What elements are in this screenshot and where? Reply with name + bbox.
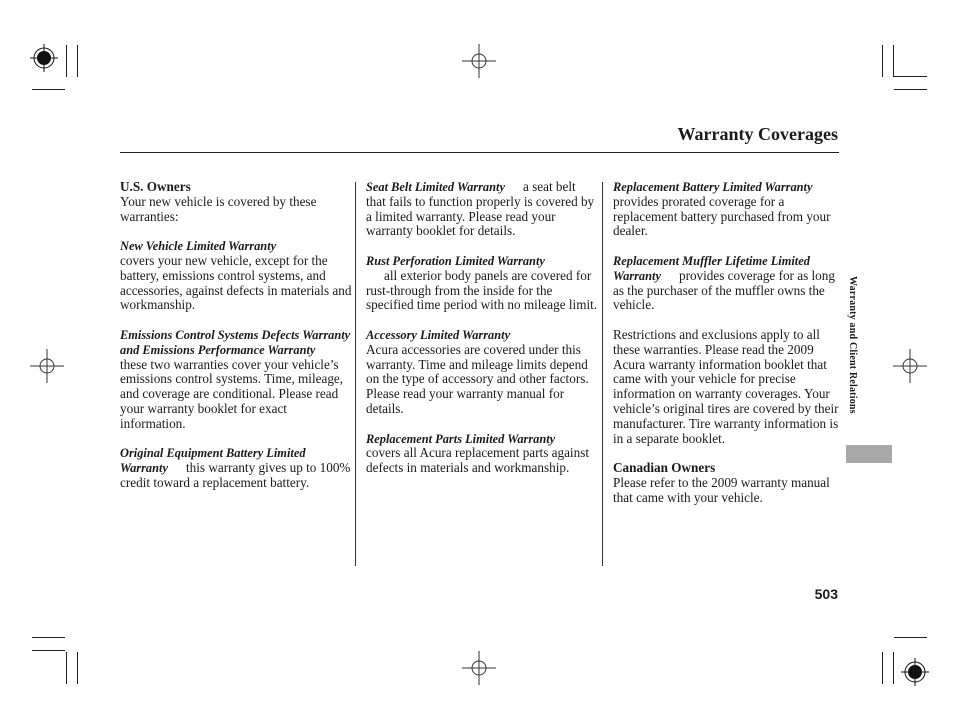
us-owners-heading: U.S. Owners: [120, 179, 191, 194]
emissions-warranty-heading: Emissions Control Systems Defects Warranty and Emissions Performance Warranty: [120, 327, 351, 357]
canadian-owners-heading: Canadian Owners: [613, 460, 716, 476]
parts-warranty-body: covers all Acura replacement parts against defects in materials and workmanship.: [366, 445, 589, 476]
accessory-warranty-body: Acura accessories are covered under this warranty. Time and mileage limits depend on the type of accessory and other factors. Please read your warranty manual for details.: [366, 341, 589, 416]
crosshair-mark-right: [893, 349, 927, 383]
canadian-owners-body: Please refer to the 2009 warranty manual that came with your vehicle.: [613, 474, 830, 505]
new-vehicle-warranty-heading: New Vehicle Limited Warranty: [120, 239, 277, 254]
crosshair-mark-left: [30, 349, 64, 383]
page-number: 503: [814, 586, 838, 602]
accessory-warranty-heading: Accessory Limited Warranty: [366, 327, 511, 342]
new-vehicle-warranty-body: covers your new vehicle, except for the battery, emissions control systems, and accessories, against defects in materials and workmanship.: [120, 252, 352, 313]
seat-belt-warranty-heading: Seat Belt Limited Warranty: [366, 180, 505, 194]
section-side-label: Warranty and Client Relations: [847, 276, 858, 414]
restrictions-text: Restrictions and exclusions apply to all these warranties. Please read the 2009 Acura warranty information booklet that came with your vehicle for precise information on warranty coverages. Your vehicle’s original tires are covered by their manufacturer. Tire warranty information is in a separate booklet.: [613, 326, 839, 446]
header-rule: [120, 152, 839, 153]
muffler-warranty-body: provides coverage for as long as the purchaser of the muffler owns the vehicle.: [613, 267, 835, 313]
column-1: [120, 180, 352, 506]
battery-warranty-heading: Original Equipment Battery Limited Warranty: [120, 446, 306, 476]
parts-warranty-heading: Replacement Parts Limited Warranty: [366, 431, 556, 446]
muffler-warranty-heading: Replacement Muffler Lifetime Limited Warranty: [613, 253, 810, 283]
replacement-battery-body: provides prorated coverage for a replacement battery purchased from your dealer.: [613, 193, 831, 239]
registration-mark-bottom-right: [899, 656, 931, 688]
page-title: Warranty Coverages: [677, 124, 838, 144]
column-divider-2: [602, 182, 603, 566]
registration-mark-top-left: [28, 42, 60, 74]
rust-warranty-body: all exterior body panels are covered for rust-through from the inside for the specified time period with no mileage limit.: [366, 267, 598, 313]
column-2: [366, 180, 598, 491]
crosshair-mark-bottom: [462, 651, 496, 685]
seat-belt-warranty-body: a seat belt that fails to function properly is covered by a limited warranty. Please read your warranty booklet for details.: [366, 179, 595, 239]
us-owners-intro: Your new vehicle is covered by these warranties:: [120, 193, 317, 224]
battery-warranty-body: this warranty gives up to 100% credit toward a replacement battery.: [120, 460, 351, 490]
crosshair-mark-top: [462, 44, 496, 78]
rust-warranty-heading: Rust Perforation Limited Warranty: [366, 253, 545, 268]
section-tab: [846, 445, 892, 463]
emissions-warranty-body: these two warranties cover your vehicle’s emissions control systems. Time, mileage, and coverage are conditional. Please read your warranty booklet for exact information.: [120, 356, 344, 431]
column-divider-1: [355, 182, 356, 566]
column-3: [613, 180, 845, 520]
replacement-battery-heading: Replacement Battery Limited Warranty: [613, 180, 813, 194]
